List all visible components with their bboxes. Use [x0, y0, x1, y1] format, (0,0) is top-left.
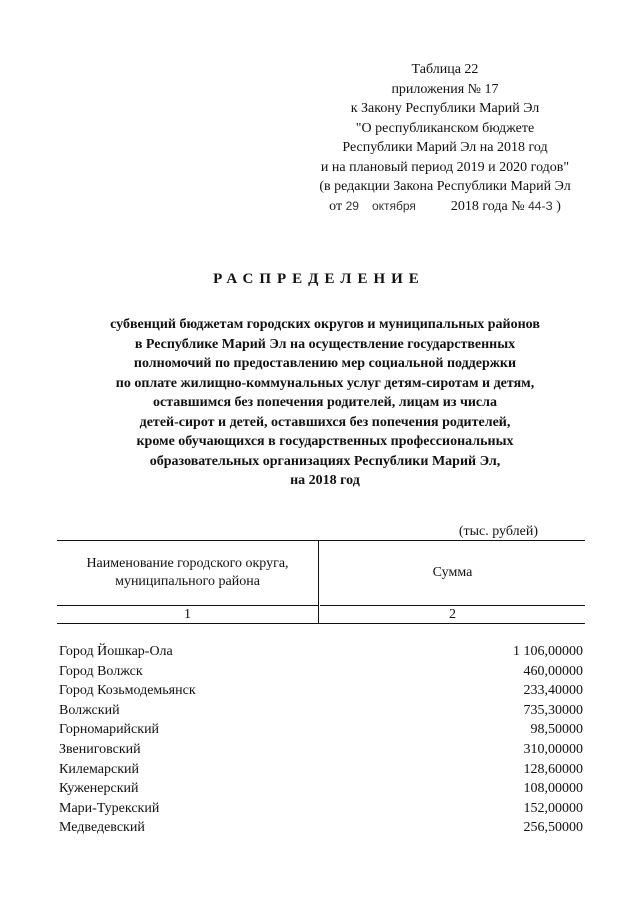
- row-name: Килемарский: [59, 761, 140, 777]
- table-row: [57, 799, 585, 819]
- header-line: к Закону Республики Марий Эл: [350, 101, 540, 116]
- column-header-name: [57, 541, 319, 606]
- header-line: "О республиканском бюджете: [355, 120, 535, 136]
- row-amount: 152,00000: [523, 800, 583, 816]
- table-row: [57, 779, 585, 799]
- table-body: [57, 642, 585, 838]
- row-amount: 310,00000: [523, 741, 583, 757]
- header-line: Республики Марий Эл на 2018 год: [342, 140, 548, 155]
- header-line: приложения № 17: [391, 81, 499, 97]
- row-name: Звениговский: [59, 741, 141, 757]
- subtitle-line: кроме обучающихся в государственных профессиональных: [136, 434, 514, 449]
- row-amount: 735,30000: [523, 702, 583, 718]
- header-line: (в редакции Закона Республики Марий Эл: [319, 179, 571, 194]
- column-header-name-text: Наименование городского округа, муниципального района: [86, 556, 289, 589]
- subtitle-line: оставшимся без попечения родителей, лицам из числа: [152, 395, 497, 410]
- document-subtitle: [60, 315, 590, 491]
- table-row: [57, 681, 585, 701]
- subtitle-line: образовательных организациях Республики Марий Эл,: [149, 453, 501, 469]
- date-year: 2018 года №: [450, 198, 525, 214]
- table-row: [57, 720, 585, 740]
- row-name: Город Козьмодемьянск: [59, 683, 196, 699]
- date-suffix: ): [556, 198, 561, 214]
- row-amount: 128,60000: [523, 761, 583, 777]
- column-header-amount: [320, 541, 585, 606]
- header-line: Таблица 22: [411, 62, 479, 77]
- document-title: РАСПРЕДЕЛЕНИЕ: [213, 271, 425, 287]
- row-name: Горномарийский: [59, 722, 160, 738]
- column-number-2: 2: [449, 607, 456, 622]
- row-name: Медведевский: [59, 820, 145, 836]
- row-amount: 233,40000: [523, 683, 583, 699]
- subtitle-line: на 2018 год: [290, 473, 360, 488]
- column-header-amount-text: Сумма: [432, 565, 473, 580]
- column-number-1: 1: [57, 606, 319, 623]
- row-amount: 256,50000: [523, 820, 583, 836]
- table-row: [57, 701, 585, 721]
- subtitle-line: по оплате жилищно-коммунальных услуг детям-сиротам и детям,: [115, 375, 535, 391]
- law-date-line: [300, 197, 590, 217]
- row-amount: 98,50000: [530, 722, 583, 738]
- subtitle-line: полномочий по предоставлению мер социальной поддержки: [133, 356, 517, 371]
- header-line: и на плановый период 2019 и 2020 годов": [320, 159, 570, 175]
- date-prefix: от: [329, 198, 343, 214]
- table-row: [57, 818, 585, 838]
- row-name: Волжский: [59, 702, 120, 718]
- row-amount: 108,00000: [523, 781, 583, 797]
- subtitle-line: субвенций бюджетам городских округов и муниципальных районов: [110, 317, 540, 332]
- row-name: Город Йошкар-Ола: [59, 644, 173, 659]
- table-row: [57, 740, 585, 760]
- row-name: Куженерский: [59, 781, 139, 797]
- subtitle-line: в Республике Марий Эл на осуществление государственных: [134, 336, 516, 352]
- subtitle-line: детей-сирот и детей, оставшихся без попечения родителей,: [139, 414, 511, 430]
- table-row: [57, 642, 585, 662]
- date-day: 29: [345, 198, 359, 213]
- table-header: [57, 540, 585, 624]
- row-amount: 460,00000: [523, 663, 583, 679]
- date-month: октября: [371, 198, 416, 213]
- row-amount: 1 106,00000: [513, 644, 583, 659]
- row-name: Город Волжск: [59, 663, 143, 679]
- appendix-header: [300, 60, 590, 216]
- table-row: [57, 760, 585, 780]
- row-name: Мари-Турекский: [59, 800, 160, 816]
- law-number: 44-З: [528, 198, 553, 213]
- table-row: [57, 662, 585, 682]
- units-label: (тыс. рублей): [458, 524, 538, 539]
